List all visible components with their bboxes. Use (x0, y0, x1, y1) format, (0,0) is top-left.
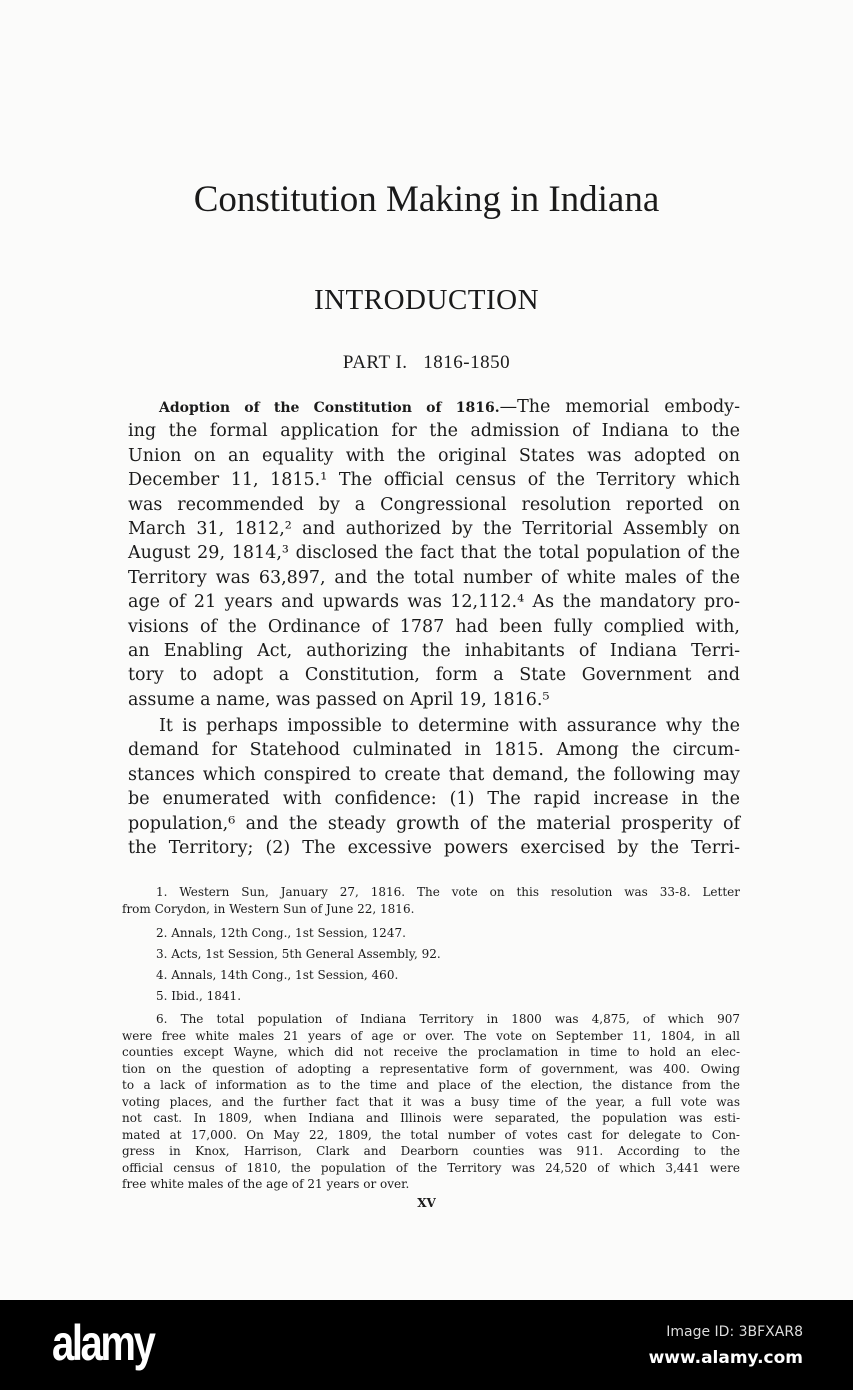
alamy-logo: alamy (52, 1315, 154, 1371)
footnote-6 (122, 1011, 740, 1193)
footnote-1-line: 1. Western Sun, January 27, 1816. The vote on this resolution was 33-8. Letter (156, 885, 740, 899)
site-url: www.alamy.com (648, 1348, 803, 1368)
footnote-1-line: from Corydon, in Western Sun of June 22, 1816. (122, 901, 415, 916)
paragraph-lead: Adoption of the Constitution of 1816. (159, 400, 500, 416)
footnote-2: 2. Annals, 12th Cong., 1st Session, 1247. (156, 926, 406, 940)
text-line: tory to adopt a Constitution, form a State Government and (128, 665, 740, 686)
text-line: be enumerated with confidence: (1) The rapid increase in the (128, 789, 740, 810)
text-line: demand for Statehood culminated in 1815. Among the circum- (128, 740, 740, 761)
text-line: March 31, 1812,² and authorized by the Territorial Assembly on (128, 518, 740, 539)
paragraph-1-first-line: Adoption of the Constitution of 1816.—The memorial embody- (159, 397, 740, 417)
body-text (128, 395, 740, 860)
document-title: Constitution Making in Indiana (193, 179, 660, 220)
text-line: mated at 17,000. On May 22, 1809, the total number of votes cast for delegate to Con- (122, 1127, 740, 1142)
text-line: ing the formal application for the admission of Indiana to the (128, 421, 740, 442)
text-line: were free white males 21 years of age or over. The vote on September 11, 1804, in all (122, 1028, 740, 1043)
text-line: population,⁶ and the steady growth of the material prosperity of (128, 813, 740, 834)
text-line: Territory was 63,897, and the total number of white males of the (128, 567, 740, 588)
footnote-3: 3. Acts, 1st Session, 5th General Assembly, 92. (156, 947, 441, 961)
footnote-4: 4. Annals, 14th Cong., 1st Session, 460. (156, 968, 399, 982)
text-line: 6. The total population of Indiana Territory in 1800 was 4,875, of which 907 (156, 1012, 740, 1026)
text-line: stances which conspired to create that demand, the following may (128, 764, 740, 785)
text-line: August 29, 1814,³ disclosed the fact that the total population of the (128, 543, 740, 564)
paragraph-1 (128, 419, 740, 712)
section-heading: INTRODUCTION (313, 284, 540, 316)
page-number: XV (417, 1196, 436, 1210)
text-line: was recommended by a Congressional resolution reported on (128, 494, 740, 515)
text-line: assume a name, was passed on April 19, 1816.⁵ (128, 689, 550, 710)
stock-banner (0, 1300, 853, 1390)
part-heading: PART I. 1816-1850 (342, 352, 511, 373)
text-line: It is perhaps impossible to determine with assurance why the (159, 716, 740, 737)
text-line: counties except Wayne, which did not receive the proclamation in time to hold an elec- (122, 1045, 740, 1059)
text-line: free white males of the age of 21 years or over. (122, 1177, 410, 1191)
text-line: December 11, 1815.¹ The official census of the Territory which (128, 470, 740, 491)
text-line: visions of the Ordinance of 1787 had been fully complied with, (128, 616, 740, 637)
text-line: Union on an equality with the original States was adopted on (128, 445, 740, 466)
text-line: tion on the question of adopting a representative form of government, was 400. Owing (122, 1061, 740, 1076)
text-line: age of 21 years and upwards was 12,112.⁴ As the mandatory pro- (128, 592, 740, 613)
image-id: Image ID: 3BFXAR8 (666, 1324, 803, 1340)
text-line: voting places, and the further fact that it was a busy time of the year, a full vote was (122, 1094, 740, 1109)
text-line: official census of 1810, the population of the Territory was 24,520 of which 3,441 were (122, 1160, 740, 1175)
text-line: the Territory; (2) The excessive powers exercised by the Terri- (128, 838, 740, 859)
text-line: not cast. In 1809, when Indiana and Illinois were separated, the population was esti- (122, 1111, 740, 1125)
paragraph-2 (128, 714, 740, 860)
text-line: to a lack of information as to the time and place of the election, the distance from the (122, 1078, 740, 1092)
text-line: an Enabling Act, authorizing the inhabitants of Indiana Terri- (128, 640, 740, 661)
footnotes (122, 884, 740, 1193)
footnote-5: 5. Ibid., 1841. (156, 989, 242, 1003)
text-line: gress in Knox, Harrison, Clark and Dearborn counties was 911. According to the (122, 1144, 740, 1158)
